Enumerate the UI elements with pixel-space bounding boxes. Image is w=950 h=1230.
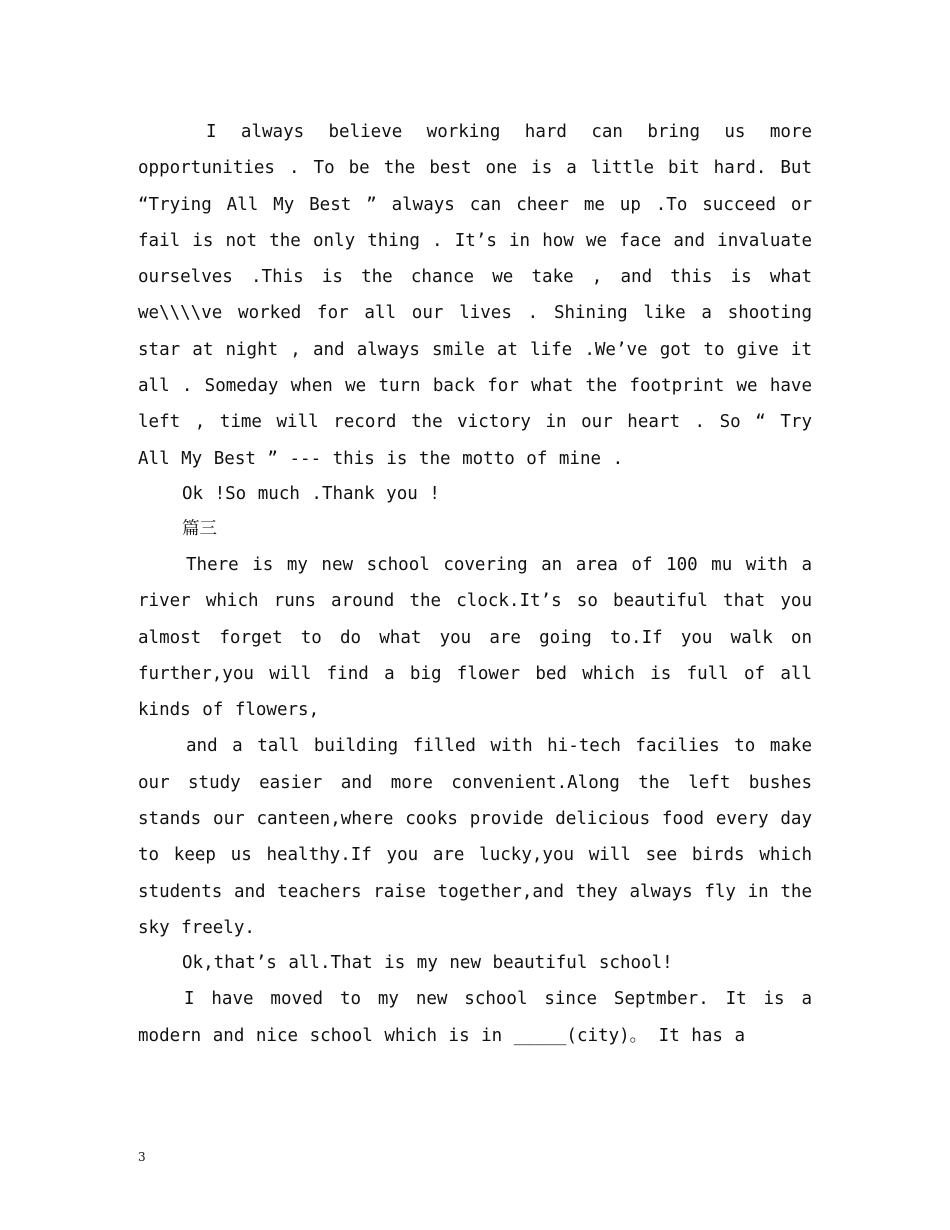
paragraph-motto: I always believe working hard can bring us more opportunities . To be the best one is a little bit hard. But “Trying All My Best ” always can cheer me up .To succeed or fail is not the only thing . It’s in how we face and invaluate ourselves .This is the chance we take , and this is what we\\\\ve worked for all our lives . Shining like a shooting star at night , and always smile at life .We’ve got to give it all . Someday when we turn back for what the footprint we have left , time will record the victory in our heart . So “ Try All My Best ” --- this is the motto of mine . xyxy=(138,122,812,469)
paragraph-new-school: I have moved to my new school since Septmber. It is a modern and nice school which is in _____(city)。 It has a xyxy=(138,989,812,1046)
paragraph-school-closing: Ok,that’s all.That is my new beautiful school! xyxy=(182,953,673,974)
paragraph-school-details: and a tall building filled with hi-tech facilies to make our study easier and more convenient.Along the left bushes stands our canteen,where cooks provide delicious food every day to keep us healthy.If you are lucky,you will see birds which students and teachers raise together,and they always fly in the sky freely. xyxy=(138,736,812,938)
page-number: 3 xyxy=(138,1150,146,1164)
paragraph-thanks: Ok !So much .Thank you ! xyxy=(182,483,440,504)
section-heading: 篇三 xyxy=(182,518,217,539)
document-body xyxy=(138,114,812,1054)
paragraph-school-intro: There is my new school covering an area of 100 mu with a river which runs around the clock.It’s so beautiful that you almost forget to do what you are going to.If you walk on further,you will find a big flower bed which is full of all kinds of flowers, xyxy=(138,554,812,721)
